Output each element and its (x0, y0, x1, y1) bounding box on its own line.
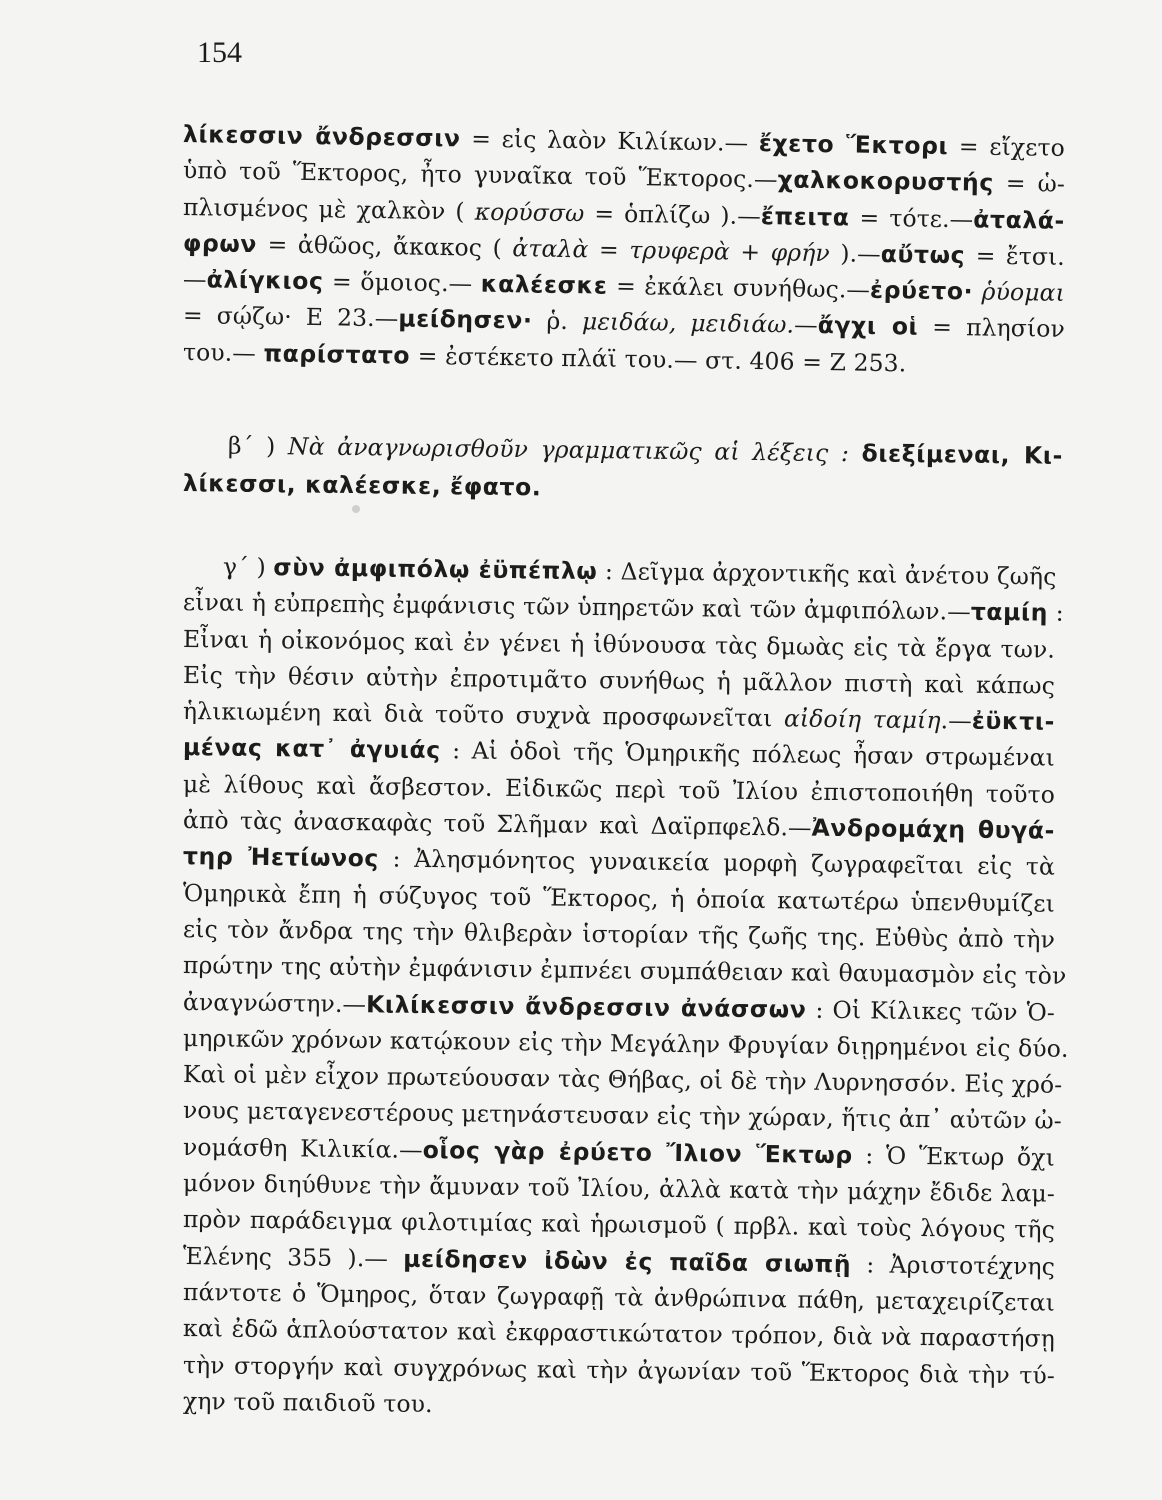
text-run: = ἐκάλει συνήθως.— (607, 271, 871, 304)
text-run: πλισμένος μὲ χαλκὸν ( (182, 192, 475, 226)
italic-text: ῥύομαι (981, 277, 1066, 308)
text-run: : Ἀλησμόνητος γυναικεία μορφὴ ζωγραφεῖται εἰς τὰ (378, 844, 1056, 882)
bold-term: αὔτως (880, 239, 966, 270)
text-run: : Ὁ Ἕκτωρ ὄχι (852, 1140, 1056, 1172)
text-run: πρώτην της αὐτὴν ἐμφάνισιν ἐμπνέει συμπάθειαν καὶ θαυμασμὸν εἰς τὸν (182, 951, 1067, 991)
bold-term: ἔχετο Ἕκτορι (758, 129, 949, 161)
text-run: ἡλικιωμένη καὶ διὰ τοῦτο συχνὰ προσφωνεῖται (182, 697, 785, 733)
text-run: γ΄ ) (222, 552, 274, 582)
text-run: τὴν στοργήν καὶ συγχρόνως καὶ τὴν ἀγωνίαν τοῦ Ἕκτορος διὰ τὴν τύ- (182, 1350, 1056, 1390)
text-run: = σῴζω· Ε 23.— (182, 301, 399, 333)
text-run: εἶναι ἡ εὐπρεπὴς ἐμφάνισις τῶν ὑπηρετῶν καὶ τῶν ἀμφιπόλων.— (182, 588, 971, 626)
italic-text: ἀταλὰ = τρυφερὰ + φρήν (512, 234, 831, 268)
text-run: Καὶ οἱ μὲν εἶχον πρωτεύουσαν τὰς Θήβας, οἱ δὲ τὴν Λυρνησσόν. Εἰς χρό- (182, 1060, 1063, 1099)
text-run: νομάσθη Κιλικία.— (182, 1132, 423, 1164)
bold-term: οἷος γὰρ ἐρύετο Ἴλιον Ἕκτωρ (422, 1135, 853, 1169)
exercise-paragraph (183, 426, 1063, 502)
bold-term: Κιλίκεσσιν ἄνδρεσσιν ἀνάσσων (365, 989, 807, 1024)
bold-term: ἀταλά- (973, 205, 1066, 235)
text-run: .— (940, 706, 972, 735)
text-run: = ὅμοιος.— (323, 267, 482, 298)
commentary-paragraph (182, 548, 1069, 1419)
italic-text: αἰδοίη ταμίη (783, 704, 941, 735)
italic-text: κορύσσω (474, 197, 585, 227)
bold-term: ἀλίγκιος (206, 265, 324, 296)
text-run: Ἑλένης 355 ).— (182, 1241, 404, 1273)
page-number: 154 (197, 36, 242, 69)
bold-term: σὺν ἀμφιπόλῳ ἐϋπέπλῳ (273, 553, 598, 586)
text-run: = τότε.— (849, 203, 974, 234)
glossary-paragraph (182, 116, 1066, 378)
bold-term: ταμίη (970, 597, 1049, 627)
text-run: καὶ ἐδῶ ἁπλούστατον καὶ ἐκφραστικώτατον τρόπον, διὰ νὰ παραστήσῃ (182, 1314, 1056, 1353)
text-run: ).— (829, 239, 882, 268)
text-run: = ἀθῶος, ἄκακος ( (256, 230, 513, 263)
ink-speck (352, 505, 360, 513)
text-run: = εἰς λαὸν Κιλίκων.— (460, 124, 760, 158)
text-run: — (182, 265, 207, 294)
bold-term: ἔπειτα (760, 201, 850, 232)
text-run: : Αἱ ὁδοὶ τῆς Ὁμηρικῆς πόλεως ἦσαν στρωμέναι (440, 736, 1056, 773)
bold-term: χαλκοκορυστής (777, 165, 995, 198)
bold-term: παρίστατο (263, 339, 411, 370)
text-run: = ὁπλίζω ).— (584, 198, 762, 230)
bold-term: ἐϋκτι- (971, 706, 1056, 736)
text-run: = εἴχετο (948, 132, 1066, 162)
text-run: : (1047, 598, 1064, 628)
italic-text: Νὰ ἀναγνωρισθοῦν γραμματικῶς αἱ λέξεις : (287, 432, 850, 468)
text-run: μόνον διηύθυνε τὴν ἄμυναν τοῦ Ἰλίου, ἀλλὰ κατὰ τὴν μάχην ἔδιδε λαμ- (182, 1169, 1056, 1208)
text-run: : Ἀριστοτέχνης (850, 1249, 1056, 1281)
text-run: Εἰς τὴν θέσιν αὐτὴν ἐπροτιμᾶτο συνήθως ἡ μᾶλλον πιστὴ καὶ κάπως (182, 660, 1056, 700)
bold-term: Ἀνδρομάχη θυγά- (811, 813, 1056, 845)
text-run: πάντοτε ὁ Ὅμηρος, ὅταν ζωγραφῇ τὰ ἀνθρώπινα πάθη, μεταχειρίζεται (182, 1277, 1056, 1317)
text-run: ἀπὸ τὰς ἀνασκαφὰς τοῦ Σλῆμαν καὶ Δαϊρπφελδ.— (182, 806, 812, 842)
text-run: ἀναγνώστην.— (182, 987, 367, 1018)
bold-term: ἐρύετο· (869, 275, 974, 306)
text-run: = ἐστέκετο πλάϊ του.— στ. 406 = Ζ 253. (409, 341, 907, 378)
bold-term: ἄγχι οἱ (817, 311, 919, 342)
text-run: χην τοῦ παιδιοῦ του. (182, 1386, 433, 1418)
bold-term: μείδησεν ἰδὼν ἐς παῖδα σιωπῇ (403, 1244, 852, 1278)
bold-term: καλέεσκε (480, 269, 608, 300)
text-run: νους μεταγενεστέρους μετηνάστευσαν εἰς τὴν χώραν, ἥτις ἀπ᾽ αὐτῶν ὠ- (182, 1096, 1062, 1136)
text-run: μὲ λίθους καὶ ἄσβεστον. Εἰδικῶς περὶ τοῦ Ἰλίου ἐπιστοποιήθη τοῦτο (182, 769, 1056, 809)
text-run: : Οἱ Κίλικες τῶν Ὁ- (806, 995, 1056, 1027)
text-run: = πλησίον (918, 313, 1066, 344)
text-run: : Δεῖγμα ἀρχοντικῆς καὶ ἀνέτου ζωῆς (597, 557, 1057, 591)
bold-term: λίκεσσιν ἄνδρεσσιν (182, 120, 461, 153)
text-run: πρὸν παράδειγμα φιλοτιμίας καὶ ἡρωισμοῦ ( πρβλ. καὶ τοὺς λόγους τῆς (182, 1205, 1056, 1244)
bold-term: μένας κατ᾽ ἀγυιάς (182, 733, 441, 765)
text-run: ῥ. (532, 306, 583, 336)
text-run: = ὡ- (993, 169, 1066, 199)
text-run: του.— (182, 337, 264, 368)
bold-term: διεξίμεναι, Κι- (861, 439, 1064, 470)
text-run: Εἶναι ἡ οἰκονόμος καὶ ἐν γένει ἡ ἰθύνουσα τὰς δμωὰς εἰς τὰ ἔργα των. (182, 624, 1056, 664)
text-run: β΄ ) (227, 431, 289, 461)
text-run: Ὁμηρικὰ ἔπη ἡ σύζυγος τοῦ Ἕκτορος, ἡ ὁποία κατωτέρω ὑπενθυμίζει (182, 878, 1056, 918)
text-run: εἰς τὸν ἄνδρα της τὴν θλιβερὰν ἱστορίαν τῆς ζωῆς της. Εὐθὺς ἀπὸ τὴν (182, 914, 1056, 954)
text-run: = ἔτσι. (964, 241, 1066, 271)
text-run: — (793, 311, 818, 340)
text-run: μηρικῶν χρόνων κατῴκουν εἰς τὴν Μεγάλην Φρυγίαν διῃρημένοι εἰς δύο. (182, 1023, 1069, 1063)
bold-term: φρων (182, 228, 258, 259)
bold-term: μείδησεν· (398, 304, 533, 335)
italic-text: μειδάω, μειδιάω. (581, 307, 795, 340)
text-run (849, 439, 862, 467)
bold-term: λίκεσσι, καλέεσκε, ἔφατο. (182, 469, 542, 502)
bold-term: τηρ Ἠετίωνος (182, 842, 380, 873)
text-run: ὑπὸ τοῦ Ἕκτορος, ἦτο γυναῖκα τοῦ Ἕκτορος.— (182, 156, 778, 194)
